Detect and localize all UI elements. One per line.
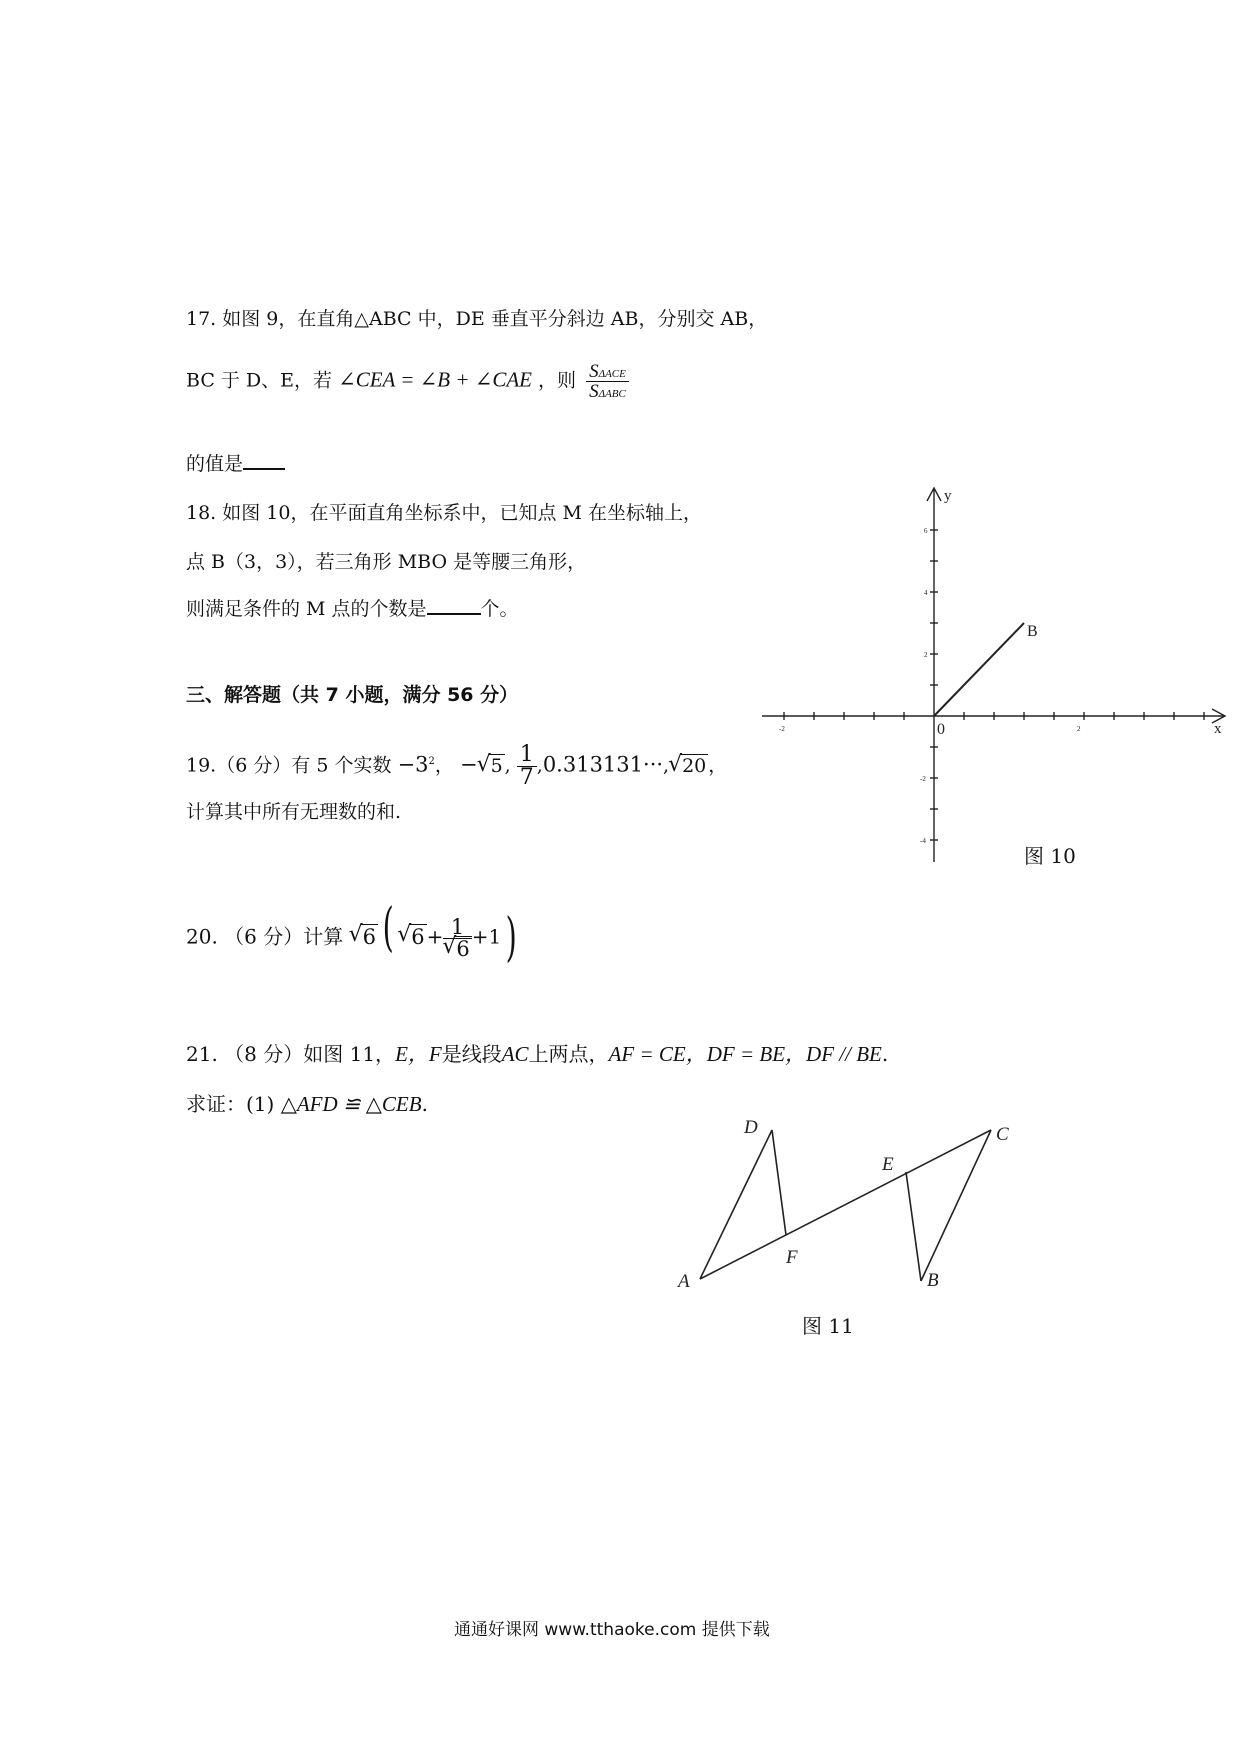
segment-df	[772, 1130, 786, 1235]
q19-n1-exp: 2	[428, 756, 435, 768]
y-tick-label-6: 6	[924, 527, 928, 535]
y-tick-label-neg2: -2	[920, 775, 926, 783]
q21-mid2: 上两点，	[528, 1042, 609, 1066]
segment-ad	[700, 1130, 772, 1279]
y-axis-label: y	[944, 488, 952, 504]
q17-line2-prefix: BC 于 D、E，若	[186, 369, 333, 392]
y-tick-label-neg4: -4	[920, 837, 926, 845]
q19-line1: 19.（6 分）有 5 个实数 $-3^2$， −√ 5 , $\frac{1}{7}$ ,0.313131···,√ 20 ，	[186, 744, 727, 789]
x-axis-label: x	[1214, 721, 1222, 737]
q18-line1: 18. 如图 10，在平面直角坐标系中，已知点 M 在坐标轴上，	[186, 502, 703, 524]
q20-left-paren: (	[382, 898, 394, 958]
q21-congruence: △AFD ≌ △CEB	[280, 1092, 422, 1116]
q20-prefix: 20. （6 分）计算	[186, 924, 344, 949]
q19-line2: 计算其中所有无理数的和.	[186, 801, 402, 823]
q19-prefix: 19.（6 分）有 5 个实数	[186, 754, 392, 777]
y-tick-label-2: 2	[924, 651, 928, 659]
origin-label: 0	[937, 721, 945, 738]
q20-plus1: +	[426, 924, 444, 949]
label-c: C	[996, 1124, 1009, 1145]
label-e: E	[882, 1154, 894, 1175]
q17-line3-text: 的值是	[186, 453, 244, 475]
segment-ob	[934, 623, 1024, 716]
q20-sqrt-inner-radicand: 6	[411, 924, 425, 949]
q19-n1: −3	[397, 752, 429, 777]
q19-n2-sign: −	[459, 752, 478, 777]
q17-num-sub: ΔACE	[598, 368, 626, 380]
q20-frac-den-radicand: 6	[456, 936, 470, 961]
segment-ac	[700, 1130, 991, 1279]
q20-right-paren: )	[505, 908, 518, 968]
q18-line3-prefix: 则满足条件的 M 点的个数是	[186, 598, 427, 620]
q21-points: E，F	[395, 1042, 442, 1066]
q19-sqrt20-radicand: 20	[682, 754, 707, 777]
q17-den-sub: ΔABC	[598, 388, 626, 400]
x-tick-label-neg2: -2	[779, 725, 785, 733]
q20-frac-num: 1	[443, 917, 471, 939]
q17-den-s: S	[589, 381, 599, 402]
q20-plus2: +1	[471, 924, 502, 949]
label-b: B	[927, 1270, 939, 1291]
segment-bc	[921, 1130, 991, 1281]
page-footer: 通通好课网 www.tthaoke.com 提供下载	[454, 1620, 770, 1640]
section3-heading: 三、解答题（共 7 小题，满分 56 分）	[186, 684, 519, 706]
q19-frac-den: 7	[519, 765, 534, 790]
q21-line2-prefix: 求证：(1)	[186, 1092, 281, 1116]
label-d: D	[744, 1117, 758, 1138]
figure-10-caption: 图 10	[1024, 844, 1076, 868]
q17-num-s: S	[589, 361, 599, 382]
q21-mid: 是线段	[441, 1042, 502, 1066]
x-tick-label-2: 2	[1077, 725, 1081, 733]
q17-then: ，则	[538, 369, 577, 392]
segment-eb	[906, 1172, 921, 1281]
q19-sqrt5-radicand: 5	[490, 754, 503, 777]
q21-end: .	[881, 1042, 889, 1066]
q21-prefix: 21. （8 分）如图 11，	[186, 1042, 396, 1066]
label-a: A	[678, 1271, 690, 1292]
figure-11	[700, 1130, 991, 1281]
q21-line2-end: .	[421, 1092, 428, 1116]
y-tick-label-4: 4	[924, 589, 928, 597]
point-b-label: B	[1027, 623, 1038, 640]
q20-sqrt-outer-radicand: 6	[362, 924, 376, 949]
label-f: F	[786, 1247, 798, 1268]
q19-n4: 0.313131···	[542, 752, 664, 777]
q21-segment: AC	[501, 1042, 529, 1066]
q18-line2: 点 B（3，3），若三角形 MBO 是等腰三角形，	[186, 551, 587, 573]
q18-line3-suffix: 个。	[480, 598, 519, 620]
q19-frac-num: 1	[517, 744, 537, 767]
q21-conditions: AF = CE，DF = BE，DF // BE	[608, 1042, 882, 1066]
q17-angle-equation: ∠CEA = ∠B + ∠CAE	[338, 367, 532, 392]
q17-line1: 17. 如图 9，在直角△ABC 中，DE 垂直平分斜边 AB，分别交 AB，	[186, 308, 768, 330]
q19-end: ，	[708, 754, 728, 777]
figure-11-caption: 图 11	[802, 1314, 854, 1338]
q19-sep: ，	[434, 754, 454, 777]
